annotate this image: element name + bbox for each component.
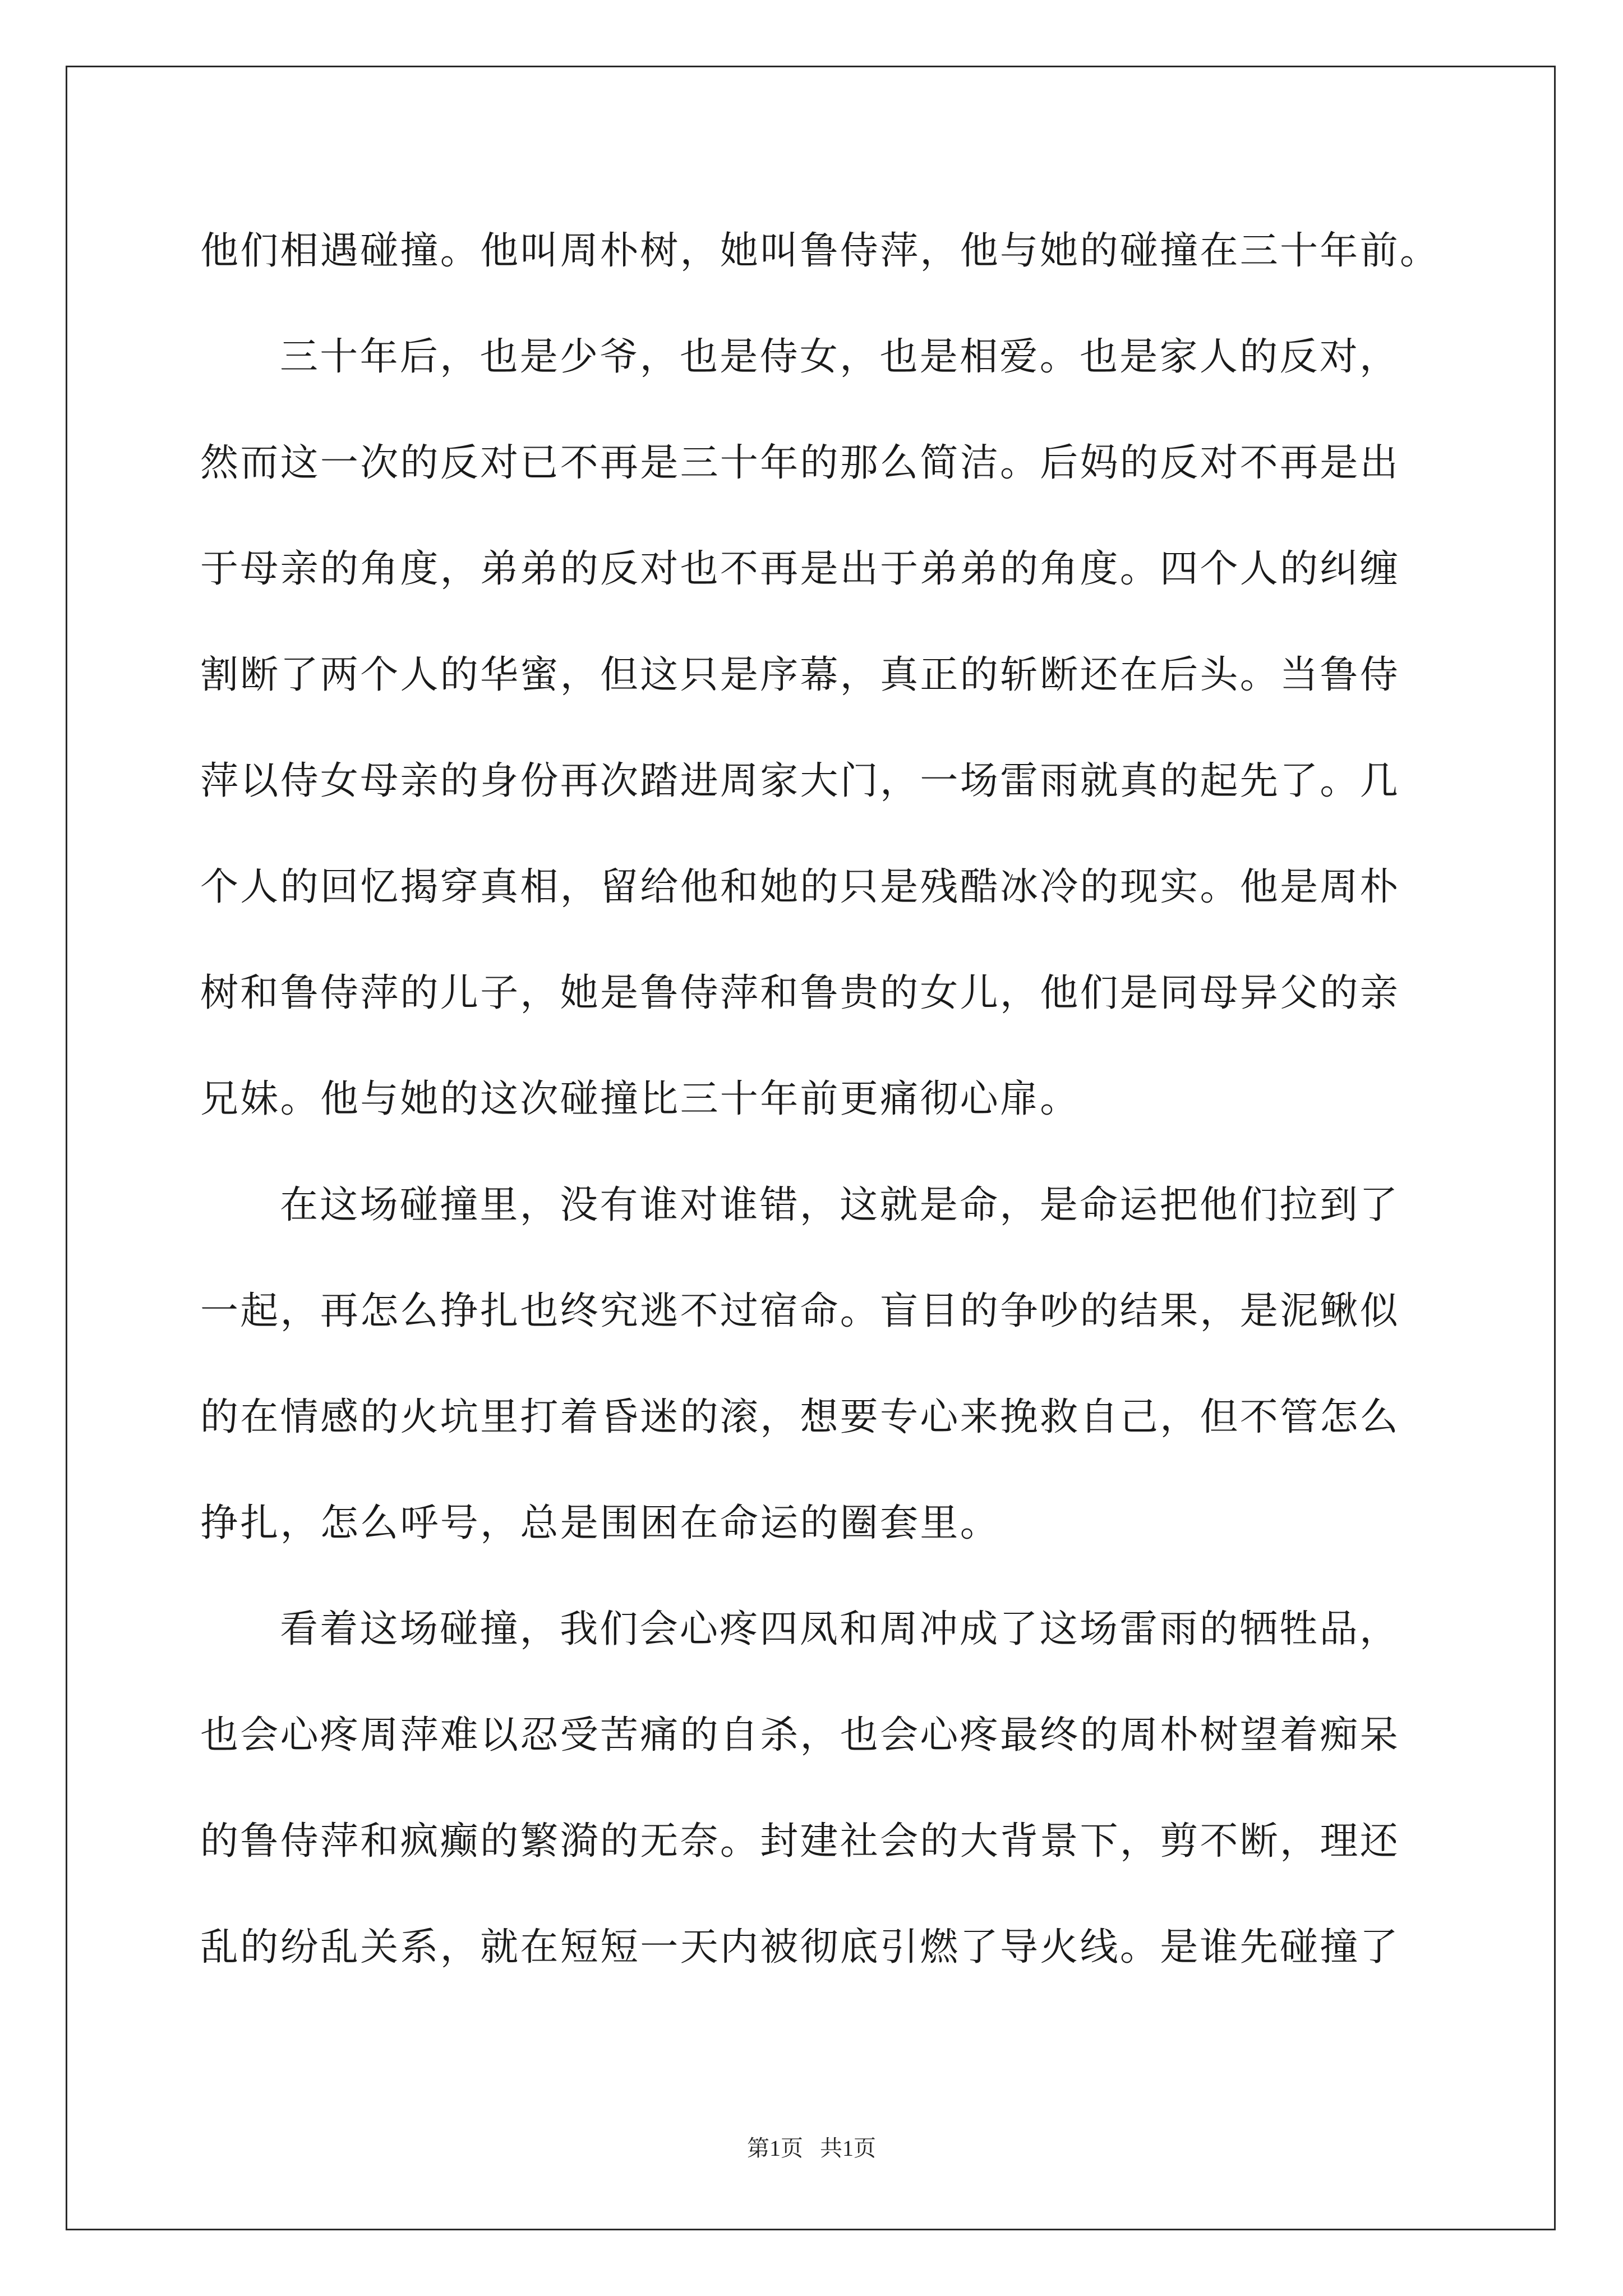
page-border [66, 66, 1556, 2230]
page-number-total: 共1页 [820, 2136, 876, 2161]
text-line: 挣扎，怎么呼号，总是围困在命运的圈套里。 [200, 1501, 1000, 1545]
page-footer [0, 2132, 1623, 2165]
text-line: 树和鲁侍萍的儿子，她是鲁侍萍和鲁贵的女儿，他们是同母异父的亲 [200, 971, 1400, 1015]
text-line: 一起，再怎么挣扎也终究逃不过宿命。盲目的争吵的结果，是泥鳅似 [200, 1289, 1400, 1333]
text-line: 于母亲的角度，弟弟的反对也不再是出于弟弟的角度。四个人的纠缠 [200, 547, 1400, 591]
text-line: 兄妹。他与她的这次碰撞比三十年前更痛彻心扉。 [200, 1077, 1080, 1121]
text-line: 然而这一次的反对已不再是三十年的那么简洁。后妈的反对不再是出 [200, 441, 1400, 485]
text-line: 看着这场碰撞，我们会心疼四凤和周冲成了这场雷雨的牺牲品， [280, 1607, 1400, 1651]
text-line: 他们相遇碰撞。他叫周朴树，她叫鲁侍萍，他与她的碰撞在三十年前。 [200, 229, 1440, 273]
text-line: 三十年后，也是少爷，也是侍女，也是相爱。也是家人的反对， [280, 335, 1400, 379]
text-line: 的在情感的火坑里打着昏迷的滚，想要专心来挽救自己，但不管怎么 [200, 1395, 1400, 1439]
text-line: 乱的纷乱关系，就在短短一天内被彻底引燃了导火线。是谁先碰撞了 [200, 1925, 1400, 1970]
page-number-current: 第1页 [747, 2136, 803, 2161]
text-line: 萍以侍女母亲的身份再次踏进周家大门，一场雷雨就真的起先了。几 [200, 759, 1400, 803]
text-line: 割断了两个人的华蜜，但这只是序幕，真正的斩断还在后头。当鲁侍 [200, 653, 1400, 697]
text-line: 在这场碰撞里，没有谁对谁错，这就是命，是命运把他们拉到了 [280, 1183, 1400, 1227]
text-line: 个人的回忆揭穿真相，留给他和她的只是残酷冰冷的现实。他是周朴 [200, 865, 1400, 909]
text-line: 的鲁侍萍和疯癫的繁漪的无奈。封建社会的大背景下，剪不断，理还 [200, 1819, 1400, 1864]
text-line: 也会心疼周萍难以忍受苦痛的自杀，也会心疼最终的周朴树望着痴呆 [200, 1713, 1400, 1757]
